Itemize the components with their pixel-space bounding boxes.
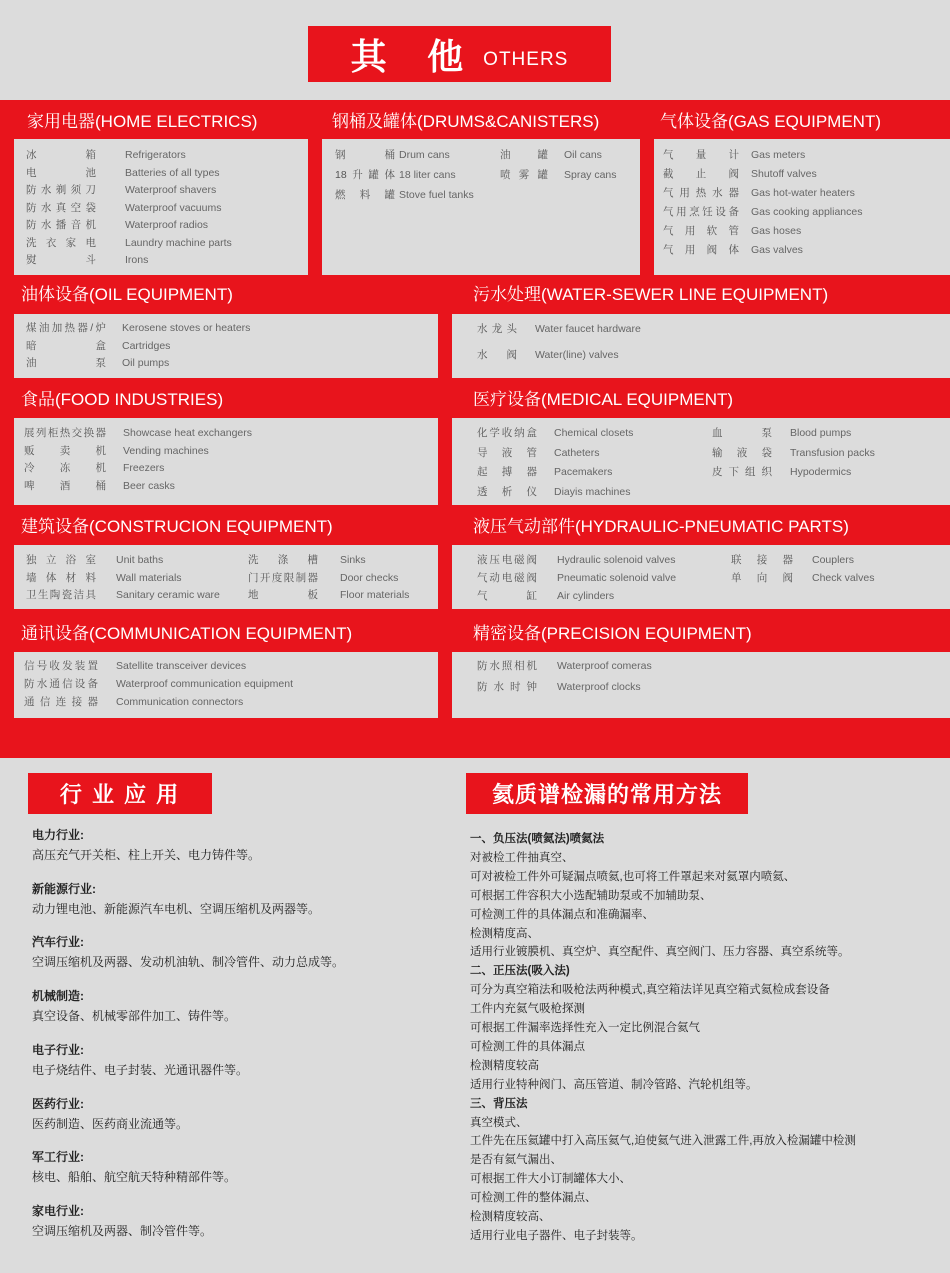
gas-item-cn: 气 用 阀 体: [663, 244, 739, 256]
construction-item-cn: 洗 涤 槽: [248, 554, 318, 566]
drums-header: 钢桶及罐体(DRUMS&CANISTERS): [332, 112, 600, 131]
oil-item-en: Oil pumps: [122, 357, 170, 369]
construction-item: [26, 571, 182, 584]
drums-item-en: Oil cans: [564, 149, 602, 161]
oil-item-cn: 暗 盒: [26, 339, 106, 352]
food-item: [24, 479, 175, 492]
communication-item: [24, 678, 294, 690]
water-item-cn: 水 阀: [477, 349, 517, 361]
method-line: 工件内充氦气吸枪探测: [470, 1003, 585, 1016]
industry-item: [32, 883, 320, 915]
home-header: 家用电器(HOME ELECTRICS): [27, 112, 258, 131]
communication-header: 通讯设备(COMMUNICATION EQUIPMENT): [21, 624, 353, 643]
drums-item: [500, 149, 602, 161]
gas-item-en: Gas cooking appliances: [751, 206, 863, 218]
industry-item-desc: 电子烧结件、电子封装、光通讯器件等。: [32, 1062, 249, 1077]
precision-item-cn: 防 水 时 钟: [477, 681, 537, 693]
construction-header: 建筑设备(CONSTRUCION EQUIPMENT): [21, 517, 333, 536]
drums-item-en: Drum cans: [399, 149, 450, 161]
precision-item-en: Waterproof clocks: [557, 681, 641, 693]
water-header: 污水处理(WATER-SEWER LINE EQUIPMENT): [473, 285, 829, 304]
gas-item-cn: 气 量 计: [663, 149, 739, 161]
method-line: 可分为真空箱法和吸枪法两种模式,真空箱法详见真空箱式氦检成套设备: [470, 984, 830, 997]
food-item-cn: 冷 冻 机: [24, 462, 106, 474]
oil-item-cn: 油 泵: [26, 357, 106, 369]
industry-item: [32, 1205, 212, 1237]
drums-item: [335, 189, 474, 201]
gas-item: [663, 244, 803, 256]
hydraulic-item: [477, 554, 676, 566]
medical-item-cn: 起 搏 器: [477, 466, 537, 478]
method-line: 检测精度较高: [470, 1059, 539, 1072]
construction-item-cn: 独 立 浴 室: [26, 554, 96, 566]
communication-item-cn: 防水通信设备: [24, 678, 98, 690]
hydraulic-item-en: Couplers: [812, 554, 855, 566]
food-item-cn: 展列柜热交换器: [24, 427, 106, 439]
hydraulic-item-cn: 液压电磁阀: [477, 554, 537, 566]
home-item-cn: 电 池: [26, 166, 96, 179]
construction-item-en: Sinks: [340, 554, 366, 566]
medical-item-cn: 皮 下 组 织: [712, 466, 772, 478]
title-zh: 其 他: [350, 36, 478, 78]
construction-item-en: Sanitary ceramic ware: [116, 589, 220, 601]
food-item-cn: 啤 酒 桶: [24, 479, 106, 492]
methods-label: 氦质谱检漏的常用方法: [466, 773, 748, 814]
method-line: 可根据工件大小订制罐体大小、: [470, 1173, 631, 1186]
oil-item-en: Kerosene stoves or heaters: [122, 322, 251, 334]
industry-item: [32, 1044, 248, 1076]
industry-item-desc: 真空设备、机械零部件加工、铸件等。: [32, 1009, 237, 1024]
oil-item-cn: 煤油加热器/炉: [26, 322, 106, 334]
water-panel: [452, 314, 950, 378]
industry-item-title: 军工行业:: [32, 1150, 84, 1165]
method-line: 是否有氦气漏出、: [470, 1154, 562, 1167]
water-item: [477, 349, 619, 361]
construction-item-en: Unit baths: [116, 554, 164, 566]
drums-item-cn: 18升罐体: [335, 169, 395, 181]
home-item-en: Waterproof shavers: [125, 184, 217, 196]
hydraulic-item-cn: 联 接 器: [731, 554, 793, 566]
hydraulic-item-en: Check valves: [812, 572, 875, 584]
construction-item: [248, 589, 410, 601]
method-line: 适用行业电子器件、电子封装等。: [470, 1229, 643, 1242]
hydraulic-item: [731, 572, 875, 584]
home-item-en: Waterproof radios: [125, 219, 209, 231]
home-item: [26, 184, 217, 196]
industry-item-title: 新能源行业:: [32, 881, 96, 896]
home-item-en: Irons: [125, 254, 149, 266]
precision-item: [477, 681, 641, 693]
medical-item: [477, 427, 634, 439]
home-item-en: Refrigerators: [125, 149, 186, 161]
food-header: 食品(FOOD INDUSTRIES): [21, 390, 224, 409]
medical-item-cn: 化学收纳盒: [477, 427, 537, 439]
industry-item-desc: 空调压缩机及两器、发动机油轨、制冷管件、动力总成等。: [32, 955, 345, 970]
construction-item-cn: 门开度限制器: [248, 571, 318, 584]
method-line: 可根据工件容积大小选配辅助泵或不加辅助泵、: [470, 889, 712, 902]
communication-item-en: Communication connectors: [116, 696, 244, 708]
industry-item-title: 机械制造:: [32, 989, 84, 1004]
construction-item: [248, 554, 366, 566]
precision-item-cn: 防水照相机: [477, 660, 537, 672]
method-line: 工件先在压氦罐中打入高压氦气,迫使氦气进入泄露工件,再放入检漏罐中检测: [470, 1135, 856, 1148]
home-item-cn: 防水播音机: [26, 219, 96, 231]
construction-item-cn: 卫生陶瓷洁具: [26, 589, 96, 601]
gas-item: [663, 225, 802, 237]
precision-header: 精密设备(PRECISION EQUIPMENT): [473, 624, 752, 643]
home-item-cn: 熨 斗: [26, 254, 96, 266]
industry-item-title: 家电行业:: [32, 1203, 84, 1218]
method-line: 适用行业特种阀门、高压管道、制冷管路、汽轮机组等。: [470, 1078, 758, 1091]
hydraulic-item: [731, 554, 855, 566]
hydraulic-item-en: Air cylinders: [557, 590, 615, 602]
method-line: 对被检工件抽真空、: [470, 851, 574, 864]
gas-item: [663, 168, 817, 180]
industry-item-desc: 医药制造、医药商业流通等。: [32, 1116, 189, 1131]
hydraulic-item: [477, 590, 615, 602]
industry-item: [32, 990, 236, 1022]
home-item: [26, 166, 220, 179]
home-item-cn: 防水剃须刀: [26, 184, 96, 196]
industry-label: 行 业 应 用: [28, 773, 212, 814]
industry-item: [32, 1151, 236, 1183]
industry-item-desc: 核电、船舶、航空航天特种精部件等。: [32, 1170, 237, 1185]
communication-item-cn: 信号收发装置: [24, 660, 98, 672]
construction-item-en: Floor materials: [340, 589, 410, 601]
construction-item-cn: 地 板: [248, 589, 318, 601]
gas-item-en: Gas hot-water heaters: [751, 187, 855, 199]
medical-item: [712, 446, 875, 459]
construction-item: [248, 571, 399, 584]
drums-item: [335, 149, 450, 161]
gas-item-en: Gas valves: [751, 244, 803, 256]
home-item-en: Laundry machine parts: [125, 236, 232, 249]
method-line: 适用行业镀膜机、真空炉、真空配件、真空阀门、压力容器、真空系统等。: [470, 946, 850, 959]
oil-item: [26, 322, 251, 334]
medical-item-cn: 透 析 仪: [477, 485, 537, 498]
gas-item: [663, 187, 855, 199]
water-item-cn: 水龙头: [477, 323, 517, 335]
food-item: [24, 462, 165, 474]
home-item-en: Waterproof vacuums: [125, 201, 222, 214]
food-item: [24, 427, 252, 439]
communication-item-cn: 通 信 连 接 器: [24, 696, 98, 708]
medical-item-en: Transfusion packs: [790, 446, 875, 459]
drums-item-cn: 燃 料 罐: [335, 189, 395, 201]
method-heading: 二、正压法(吸入法): [470, 965, 570, 978]
industry-item-title: 汽车行业:: [32, 935, 84, 950]
medical-item-en: Blood pumps: [790, 427, 852, 439]
home-item: [26, 254, 149, 266]
hydraulic-item-en: Pneumatic solenoid valve: [557, 572, 677, 584]
industry-item-desc: 动力锂电池、新能源汽车电机、空调压缩机及两器等。: [32, 901, 321, 916]
food-item-en: Vending machines: [123, 444, 209, 457]
home-item: [26, 149, 186, 161]
drums-item-en: Spray cans: [564, 169, 617, 181]
medical-item-cn: 血 泵: [712, 427, 772, 439]
food-item-en: Showcase heat exchangers: [123, 427, 252, 439]
medical-item: [712, 427, 852, 439]
medical-item-en: Pacemakers: [554, 466, 613, 478]
gas-item-cn: 气 用 软 管: [663, 225, 739, 237]
method-line: 真空模式、: [470, 1116, 528, 1129]
hydraulic-item-cn: 单 向 阀: [731, 572, 793, 584]
industry-item-title: 电子行业:: [32, 1042, 84, 1057]
industry-item: [32, 936, 344, 968]
industry-item-desc: 空调压缩机及两器、制冷管件等。: [32, 1223, 213, 1238]
drums-item: [335, 169, 456, 181]
gas-item-cn: 气用烹饪设备: [663, 206, 739, 218]
home-item-cn: 防水真空袋: [26, 201, 96, 214]
gas-item: [663, 206, 863, 218]
method-line: 可对被检工件外可疑漏点喷氦,也可将工件罩起来对氦罩内喷氦、: [470, 870, 796, 883]
home-item: [26, 236, 232, 249]
gas-item-en: Gas meters: [751, 149, 806, 161]
drums-item-cn: 喷 雾 罐: [500, 169, 548, 181]
water-item-en: Water faucet hardware: [535, 323, 641, 335]
food-item: [24, 444, 209, 457]
hydraulic-item-en: Hydraulic solenoid valves: [557, 554, 676, 566]
home-item-cn: 洗 衣 家 电: [26, 236, 96, 249]
medical-header: 医疗设备(MEDICAL EQUIPMENT): [473, 390, 734, 409]
home-item-en: Batteries of all types: [125, 166, 220, 179]
oil-item: [26, 339, 171, 352]
drums-item-cn: 油 罐: [500, 149, 548, 161]
home-item: [26, 219, 209, 231]
method-line: 可检测工件的具体漏点: [470, 1040, 585, 1053]
communication-item-en: Satellite transceiver devices: [116, 660, 247, 672]
medical-item-cn: 导 液 管: [477, 446, 537, 459]
oil-item-en: Cartridges: [122, 339, 171, 352]
construction-item-en: Wall materials: [116, 571, 182, 584]
medical-item-en: Catheters: [554, 446, 600, 459]
method-line: 可检测工件的具体漏点和准确漏率、: [470, 908, 654, 921]
communication-item: [24, 660, 247, 672]
medical-item-en: Diayis machines: [554, 485, 631, 498]
hydraulic-item-cn: 气 缸: [477, 590, 537, 602]
method-line: 检测精度较高、: [470, 1211, 551, 1223]
medical-item-en: Hypodermics: [790, 466, 852, 478]
industry-item-title: 医药行业:: [32, 1096, 84, 1111]
method-heading: 三、背压法: [470, 1097, 528, 1110]
gas-item-en: Shutoff valves: [751, 168, 817, 180]
industry-item: [32, 1098, 188, 1130]
drums-item-en: 18 liter cans: [399, 169, 456, 181]
hydraulic-item: [477, 572, 677, 584]
gas-item: [663, 149, 806, 161]
method-heading: 一、负压法(喷氦法)喷氦法: [470, 833, 605, 845]
gas-item-en: Gas hoses: [751, 225, 802, 237]
drums-item-en: Stove fuel tanks: [399, 189, 474, 201]
drums-item-cn: 钢 桶: [335, 149, 395, 161]
gas-header: 气体设备(GAS EQUIPMENT): [660, 112, 882, 131]
precision-item-en: Waterproof comeras: [557, 660, 652, 672]
industry-item-title: 电力行业:: [32, 828, 84, 842]
medical-item: [477, 485, 631, 498]
precision-item: [477, 660, 652, 672]
construction-item-en: Door checks: [340, 571, 399, 584]
medical-item-en: Chemical closets: [554, 427, 634, 439]
gas-item-cn: 气 用 热 水 器: [663, 187, 739, 199]
hydraulic-header: 液压气动部件(HYDRAULIC-PNEUMATIC PARTS): [473, 517, 849, 536]
method-line: 检测精度高、: [470, 927, 539, 940]
water-item: [477, 323, 641, 335]
construction-item: [26, 554, 164, 566]
food-item-en: Freezers: [123, 462, 165, 474]
food-item-cn: 贩 卖 机: [24, 444, 106, 457]
medical-item: [477, 466, 613, 478]
water-item-en: Water(line) valves: [535, 349, 619, 361]
communication-item-en: Waterproof communication equipment: [116, 678, 294, 690]
medical-item: [477, 446, 600, 459]
construction-item: [26, 589, 220, 601]
gas-item-cn: 截 止 阀: [663, 168, 739, 180]
hydraulic-item-cn: 气动电磁阀: [477, 572, 537, 584]
communication-item: [24, 696, 244, 708]
industry-item-desc: 高压充气开关柜、柱上开关、电力铸件等。: [32, 848, 261, 862]
title-en: OTHERS: [483, 49, 569, 70]
medical-item-cn: 输 液 袋: [712, 446, 772, 459]
page-title: [308, 26, 611, 82]
method-line: 可根据工件漏率选择性充入一定比例混合氦气: [470, 1022, 700, 1034]
oil-header: 油体设备(OIL EQUIPMENT): [21, 285, 233, 304]
method-line: 可检测工件的整体漏点、: [470, 1192, 597, 1205]
drums-item: [500, 169, 617, 181]
oil-item: [26, 357, 170, 369]
medical-item: [712, 466, 852, 478]
home-item-cn: 冰 箱: [26, 149, 96, 161]
industry-item: [32, 829, 260, 861]
food-item-en: Beer casks: [123, 479, 175, 492]
home-item: [26, 201, 222, 214]
construction-item-cn: 墙 体 材 料: [26, 571, 96, 584]
